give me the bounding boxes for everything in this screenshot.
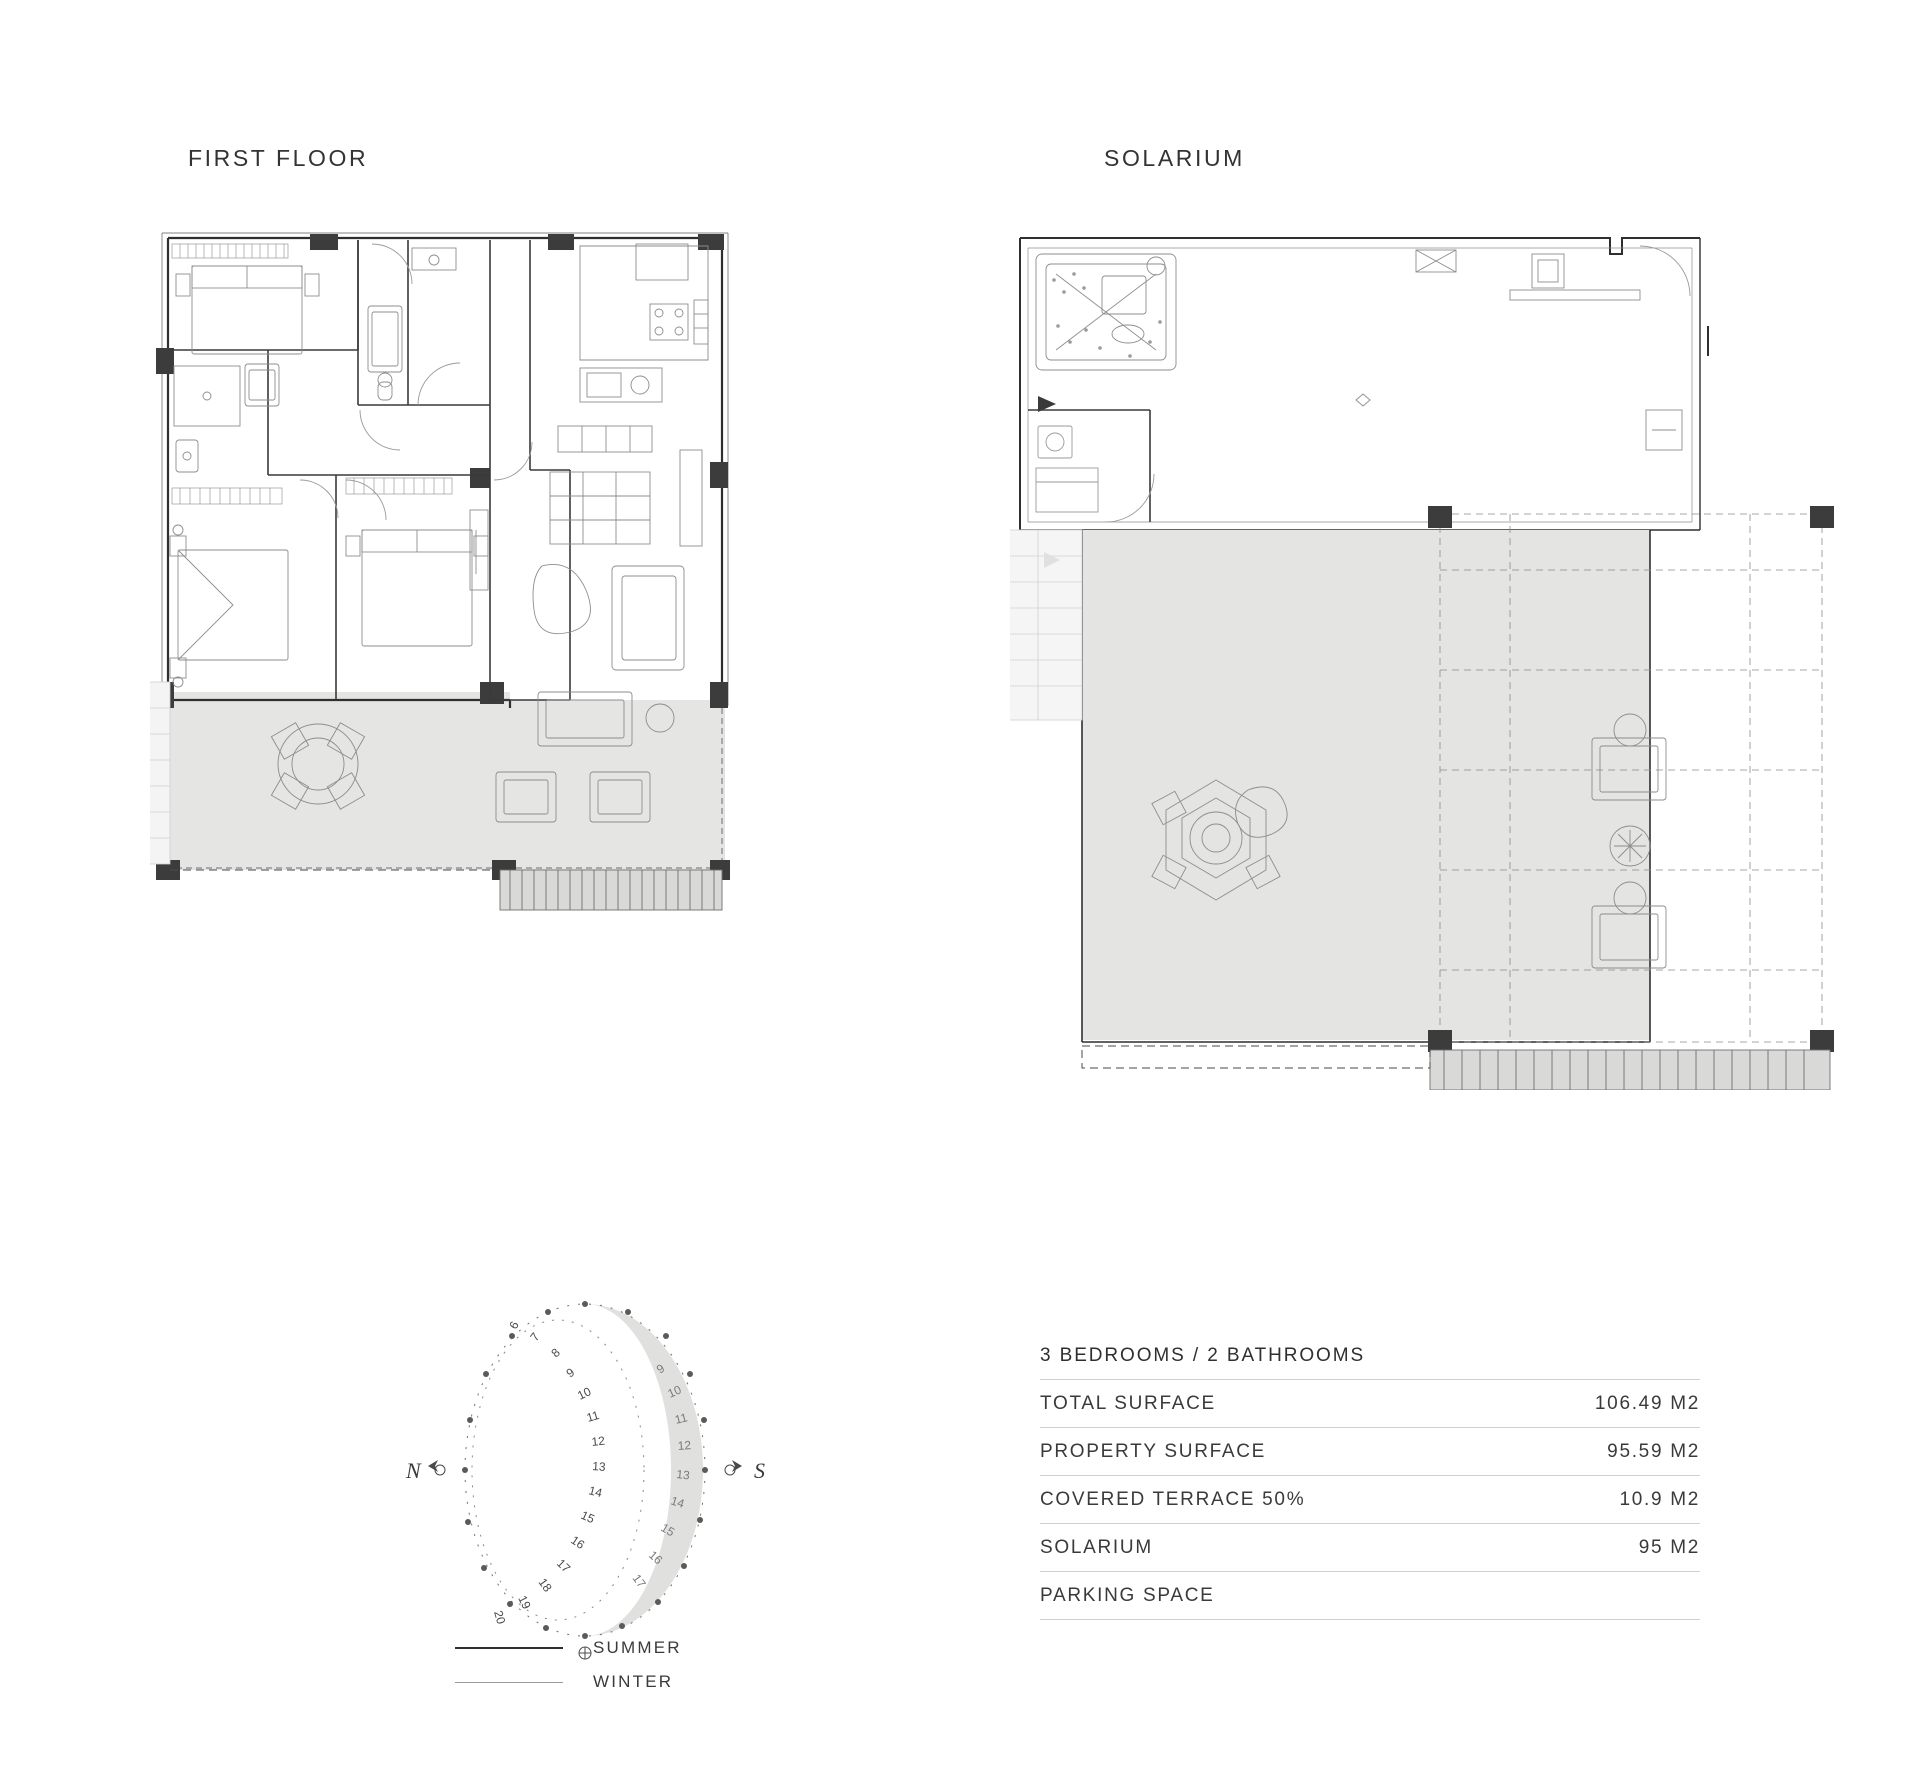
svg-text:11: 11: [673, 1410, 689, 1427]
svg-text:11: 11: [584, 1407, 601, 1425]
sun-path-diagram: [370, 1270, 800, 1670]
table-row: [1040, 1572, 1700, 1620]
svg-text:12: 12: [677, 1438, 692, 1453]
svg-text:19: 19: [515, 1593, 534, 1612]
svg-text:16: 16: [645, 1547, 666, 1568]
table-row: [1040, 1476, 1700, 1524]
svg-text:S: S: [754, 1458, 765, 1483]
svg-text:20: 20: [491, 1608, 509, 1626]
svg-text:13: 13: [675, 1467, 691, 1483]
spec-label-covered-terrace: COVERED TERRACE 50%: [1040, 1489, 1306, 1510]
legend-winter: [455, 1672, 673, 1692]
svg-text:8: 8: [548, 1345, 563, 1361]
legend-winter-label: WINTER: [593, 1672, 674, 1691]
first-floor-plan-drawing: [150, 230, 910, 1090]
svg-text:16: 16: [568, 1532, 588, 1552]
svg-text:12: 12: [590, 1433, 606, 1449]
spec-label-parking-space: PARKING SPACE: [1040, 1585, 1215, 1606]
solarium-plan-drawing: [1010, 230, 1870, 1090]
svg-text:6: 6: [506, 1318, 522, 1332]
svg-text:13: 13: [591, 1459, 607, 1474]
spec-value-parking-space: [1513, 1572, 1700, 1620]
specs-table: [1040, 1379, 1700, 1620]
svg-text:9: 9: [653, 1361, 668, 1377]
svg-text:14: 14: [669, 1493, 687, 1511]
specs-heading: 3 BEDROOMS / 2 BATHROOMS: [1040, 1345, 1366, 1366]
spec-value-total-surface: 106.49 M2: [1594, 1393, 1700, 1414]
spec-label-total-surface: TOTAL SURFACE: [1040, 1393, 1216, 1414]
svg-text:18: 18: [535, 1575, 555, 1595]
svg-text:15: 15: [658, 1520, 678, 1540]
svg-text:14: 14: [587, 1483, 604, 1501]
legend-summer-line: [455, 1647, 563, 1649]
plan-title-solarium: SOLARIUM: [1104, 145, 1245, 171]
svg-text:N: N: [406, 1458, 421, 1483]
legend-summer-label: SUMMER: [593, 1638, 682, 1657]
table-row: [1040, 1380, 1700, 1428]
svg-text:10: 10: [665, 1382, 684, 1401]
svg-text:9: 9: [563, 1365, 578, 1381]
legend-winter-line: [455, 1682, 563, 1683]
svg-text:17: 17: [629, 1571, 649, 1591]
table-row: [1040, 1428, 1700, 1476]
svg-text:7: 7: [527, 1329, 543, 1344]
svg-text:10: 10: [575, 1384, 594, 1403]
spec-value-solarium: 95 M2: [1638, 1537, 1700, 1558]
specs-panel: [1040, 1345, 1700, 1620]
svg-text:15: 15: [578, 1507, 597, 1527]
spec-value-covered-terrace: 10.9 M2: [1619, 1489, 1700, 1510]
spec-label-property-surface: PROPERTY SURFACE: [1040, 1441, 1267, 1462]
svg-text:17: 17: [553, 1556, 574, 1576]
plan-title-first-floor: FIRST FLOOR: [188, 145, 369, 171]
legend-summer: [455, 1638, 682, 1658]
table-row: [1040, 1524, 1700, 1572]
spec-label-solarium: SOLARIUM: [1040, 1537, 1153, 1558]
spec-value-property-surface: 95.59 M2: [1607, 1441, 1700, 1462]
